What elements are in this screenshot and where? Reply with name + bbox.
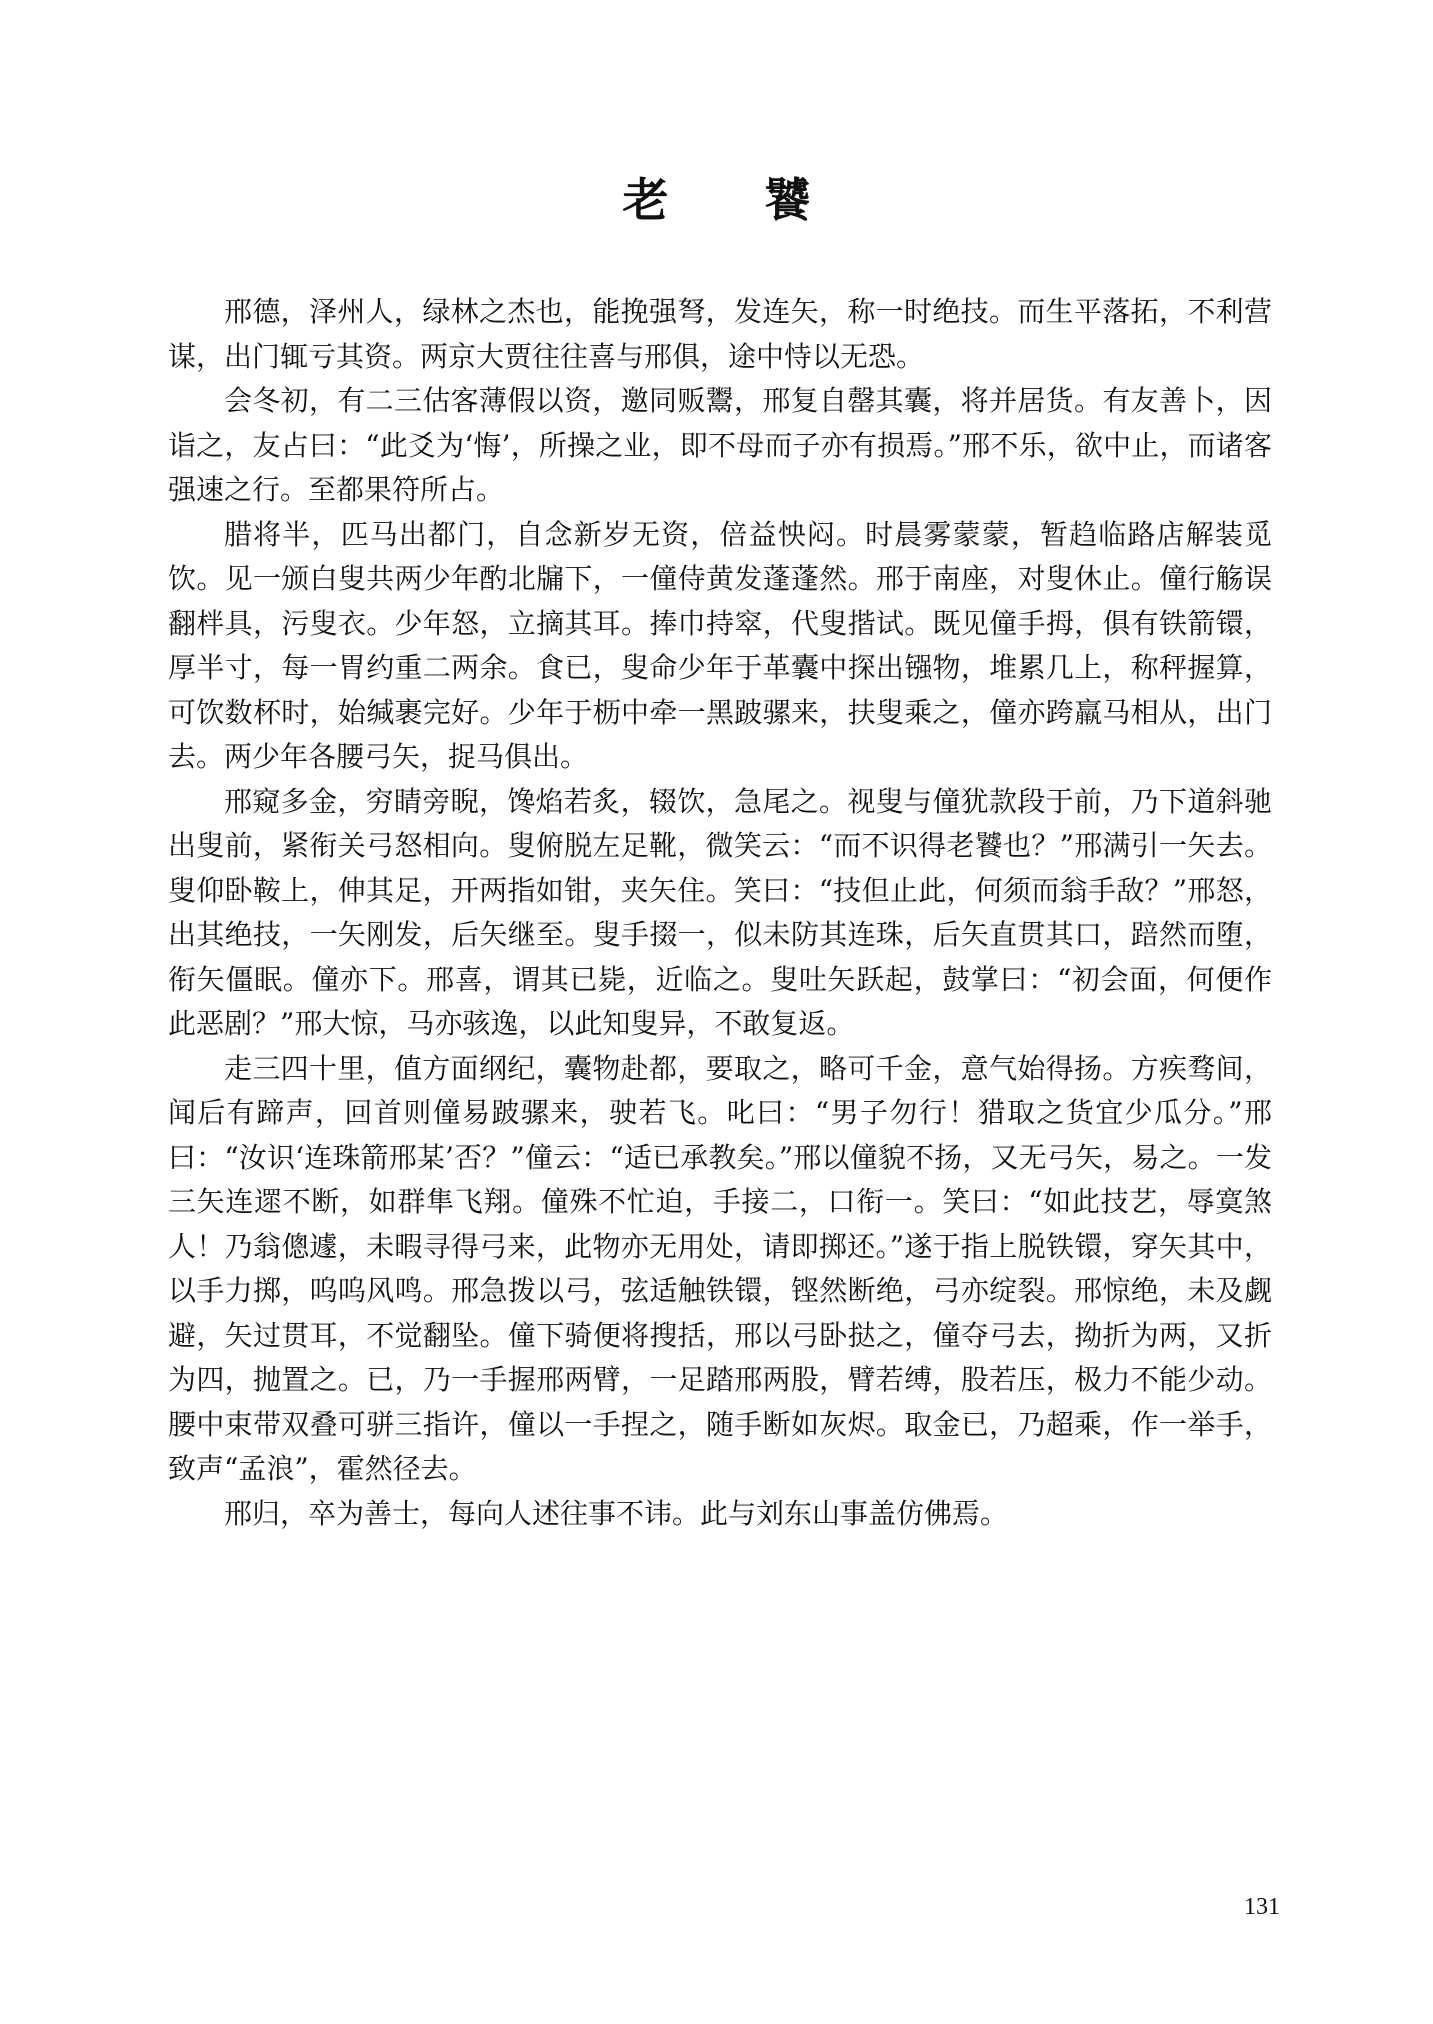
- page-number: 131: [1244, 1894, 1280, 1920]
- chapter-title: 老 饕: [622, 173, 851, 227]
- body-text: [168, 290, 1272, 1536]
- paragraph-6: 邢归，卒为善士，每向人述往事不讳。此与刘东山事盖仿佛焉。: [224, 1496, 1009, 1530]
- paragraph-1: 邢德，泽州人，绿林之杰也，能挽强弩，发连矢，称一时绝技。而生平落拓，不利营谋，出门辄亏其资。两京大贾往往喜与邢俱，途中恃以无恐。: [168, 295, 1272, 373]
- paragraph-2: 会冬初，有二三估客薄假以资，邀同贩鬻，邢复自罄其囊，将并居货。有友善卜，因诣之，友占曰：“此爻为‘悔’，所操之业，即不母而子亦有损焉。”邢不乐，欲中止，而诸客强速之行。至都果符所占。: [168, 384, 1272, 506]
- paragraph-5: 走三四十里，值方面纲纪，囊物赴都，要取之，略可千金，意气始得扬。方疾骛间，闻后有蹄声，回首则僮易跛骡来，驶若飞。叱曰：“男子勿行！猎取之货宜少瓜分。”邢曰：“汝识‘连珠箭邢某’否？”僮云：“适已承教矣。”邢以僮貌不扬，又无弓矢，易之。一发三矢连遝不断，如群隼飞翔。僮殊不忙迫，手接二，口衔一。笑曰：“如此技艺，辱寞煞人！乃翁傯遽，未暇寻得弓来，此物亦无用处，请即掷还。”遂于指上脱铁镮，穿矢其中，以手力掷，呜呜风鸣。邢急拨以弓，弦适触铁镮，铿然断绝，弓亦绽裂。邢惊绝，未及觑避，矢过贯耳，不觉翻坠。僮下骑便将搜括，邢以弓卧挞之，僮夺弓去，拗折为两，又折为四，抛置之。已，乃一手握邢两臂，一足踏邢两股，臂若缚，股若压，极力不能少动。腰中束带双叠可骈三指许，僮以一手捏之，随手断如灰烬。取金已，乃超乘，作一举手，致声“孟浪”，霍然径去。: [168, 1051, 1272, 1485]
- paragraph-3: 腊将半，匹马出都门，自念新岁无资，倍益怏闷。时晨雾蒙蒙，暂趋临路店解装觅饮。见一颁白叟共两少年酌北牖下，一僮侍黄发蓬蓬然。邢于南座，对叟休止。僮行觞误翻柈具，污叟衣。少年怒，立摘其耳。捧巾持窣，代叟揩试。既见僮手拇，俱有铁箭镮，厚半寸，每一胃约重二两余。食已，叟命少年于革囊中探出镪物，堆累几上，称秤握算，可饮数杯时，始缄裹完好。少年于枥中牵一黑跛骡来，扶叟乘之，僮亦跨羸马相从，出门去。两少年各腰弓矢，捉马俱出。: [168, 517, 1272, 773]
- paragraph-4: 邢窥多金，穷睛旁睨，馋焰若炙，辍饮，急尾之。视叟与僮犹款段于前，乃下道斜驰出叟前，紧衔关弓怒相向。叟俯脱左足靴，微笑云：“而不识得老饕也？”邢满引一矢去。叟仰卧鞍上，伸其足，开两指如钳，夹矢住。笑曰：“技但止此，何须而翁手敌？”邢怒，出其绝技，一矢刚发，后矢继至。叟手掇一，似未防其连珠，后矢直贯其口，踣然而堕，衔矢僵眠。僮亦下。邢喜，谓其已毙，近临之。叟吐矢跃起，鼓掌曰：“初会面，何便作此恶剧？”邢大惊，马亦骇逸，以此知叟异，不敢复返。: [168, 784, 1272, 1040]
